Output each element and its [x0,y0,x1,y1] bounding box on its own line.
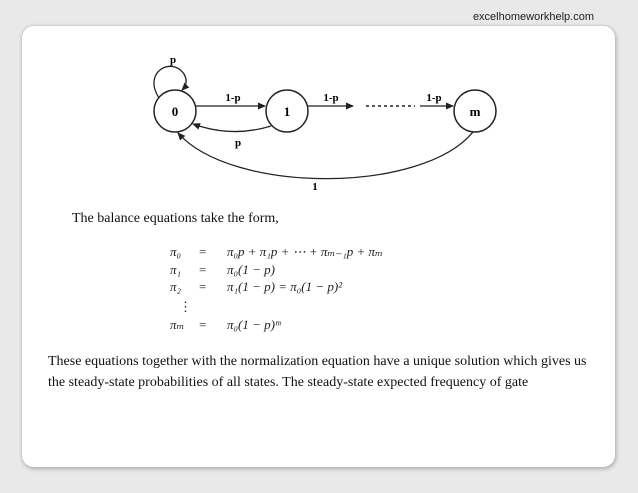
equation-op: = [199,261,207,277]
equation-vdots-row [170,297,430,317]
equation-lhs: πₘ [170,316,185,332]
explanation-paragraph: These equations together with the normalization equation have a unique solution which gives us the steady-state probabilities of all states. The steady-state expected frequency of gate [48,354,587,390]
equation-lhs: π₀ [170,244,182,259]
intro-text: The balance equations take the form, [72,211,279,226]
equation-rhs: π₁(1 − p) = π₀(1 − p)² [227,279,343,294]
label-1-out: 1-p [323,92,339,104]
equation-rhs: π₀p + π₁p + ⋯ + πₘ₋₁p + πₘ [227,244,384,259]
equation-lhs: π₁ [170,261,182,277]
equation-lhs: π₂ [170,279,182,294]
equation-rhs: π₀(1 − p) [227,261,275,277]
site-watermark: excelhomeworkhelp.com [472,11,594,23]
label-into-m: 1-p [426,92,442,104]
state-m-label: m [469,104,481,119]
markov-chain-diagram [22,26,615,216]
equation-row [170,262,430,280]
equation-op: = [199,244,207,259]
label-1-to-0: p [234,137,242,149]
vertical-dots: ⋮ [179,298,192,314]
equation-row [170,317,430,335]
equation-row [170,244,430,262]
state-1-label: 1 [283,104,291,119]
equation-row [170,279,430,297]
arrow-m-to-0 [178,132,473,179]
equation-rhs: π₀(1 − p)ᵐ [227,316,281,332]
self-loop-label: p [169,54,177,66]
balance-equations [170,244,430,334]
label-0-to-1: 1-p [225,92,241,104]
equation-op: = [199,279,207,294]
state-0-label: 0 [171,104,179,119]
slide-panel [22,26,615,467]
arrow-1-to-0 [193,124,271,132]
equation-op: = [199,316,207,332]
label-m-to-0: 1 [312,181,318,193]
